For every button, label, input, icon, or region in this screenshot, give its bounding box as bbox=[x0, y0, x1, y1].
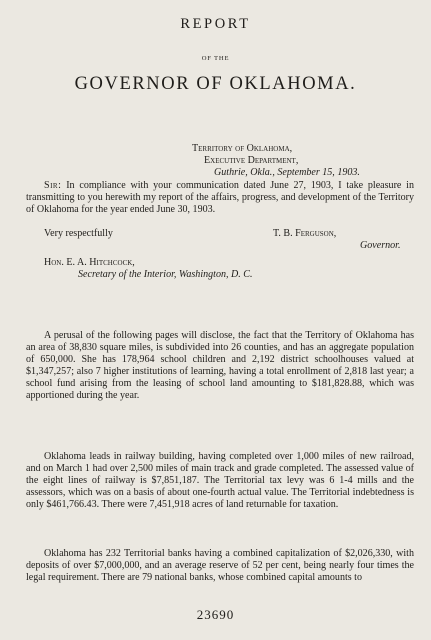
letter-intro bbox=[26, 180, 414, 216]
sender-department: Executive Department, bbox=[204, 155, 299, 166]
letter-intro-text: In compliance with your communication dated June 27, 1903, I take pleasure in transmitting to you herewith my report of the affairs, progress, and development of the Territory of Oklahoma for the year ended June 30, 1903. bbox=[26, 180, 415, 215]
report-heading: REPORT bbox=[180, 16, 251, 32]
report-subheading: OF THE bbox=[201, 55, 230, 62]
addressee-name: Hon. E. A. Hitchcock, bbox=[44, 257, 135, 268]
closing-text: Very respectfully bbox=[44, 228, 113, 239]
sender-location-date: Guthrie, Okla., September 15, 1903. bbox=[214, 167, 360, 178]
paragraph-2: Oklahoma leads in railway building, having completed over 1,000 miles of new railroad, and on March 1 had over 2,500 miles of main track and grade completed. The assessed value of the eight lines of railway is $7,851,187. The Territorial tax levy was 6 1-4 mills and the assessors, which was on a basis of about one-fourth actual value. The Territorial indebtedness is only $461,766.43. There were 7,451,918 acres of land returnable for taxation. bbox=[26, 451, 414, 510]
paragraph-3: Oklahoma has 232 Territorial banks having a combined capitalization of $2,026,330, with deposits of over $7,000,000, and an average reserve of 52 per cent, being nearly four times the legal requirement. There are 79 national banks, whose combined capital amounts to bbox=[26, 548, 414, 583]
signature-title: Governor. bbox=[360, 240, 401, 251]
paragraph-1: A perusal of the following pages will disclose, the fact that the Territory of Oklahoma has an area of 38,830 square miles, is subdivided into 26 counties, and has an aggregate population of 650,000. She has 178,964 school children and 2,192 district schoolhouses valued at $1,347,257; also 7 higher institutions of learning, having a total enrollment of 2,818 last year; a school fund arising from the leasing of school land amounting to $181,828.88, which was apportioned during the year. bbox=[26, 330, 414, 401]
salutation: Sir: bbox=[44, 180, 62, 191]
report-title: GOVERNOR OF OKLAHOMA. bbox=[74, 74, 357, 94]
page-number: 23690 bbox=[196, 607, 235, 622]
signature-name: T. B. Ferguson, bbox=[273, 228, 337, 239]
sender-territory: Territory of Oklahoma, bbox=[192, 143, 293, 154]
addressee-title: Secretary of the Interior, Washington, D. C. bbox=[78, 269, 253, 280]
